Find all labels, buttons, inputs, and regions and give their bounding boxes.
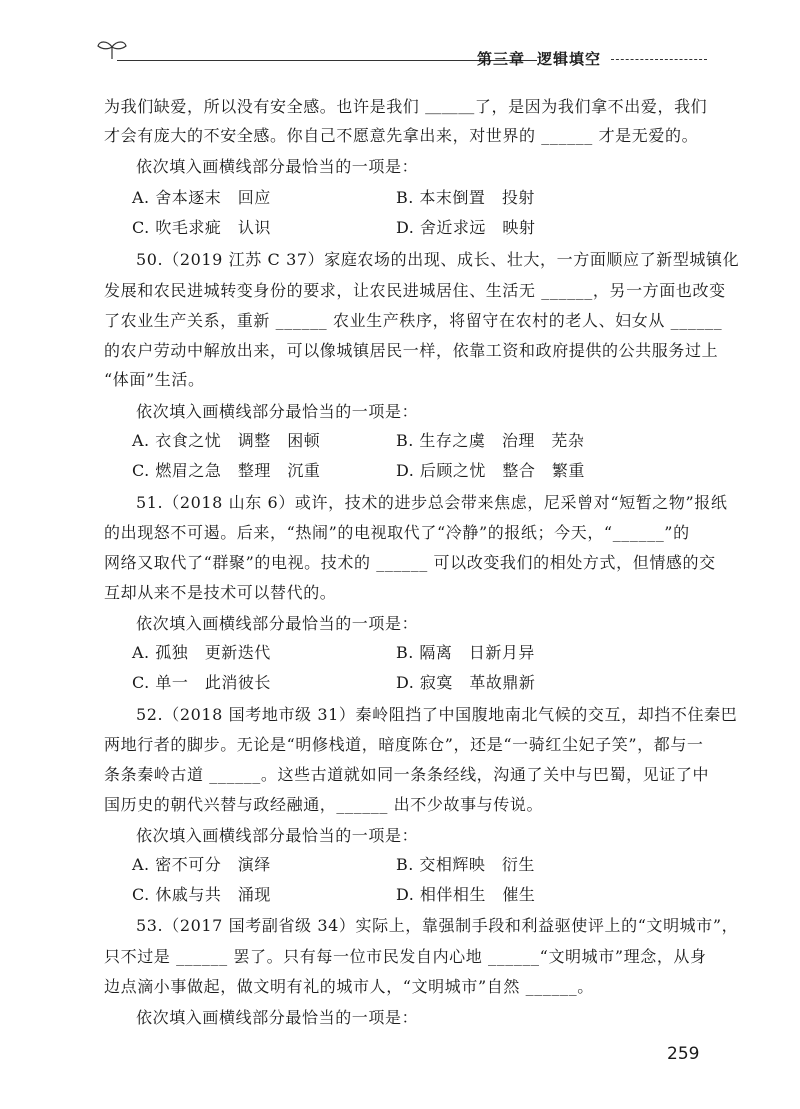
option-a: A. 密不可分 演绎 <box>132 855 271 874</box>
option-b: B. 本末倒置 投射 <box>396 188 535 207</box>
option-d: D. 舍近求远 映射 <box>396 218 536 237</box>
question-50-text: 50.（2019 江苏 C 37）家庭农场的出现、成长、壮大，一方面顺应了新型城镇化 <box>136 250 740 269</box>
option-a: A. 舍本逐末 回应 <box>132 188 271 207</box>
text-line: 才会有庞大的不安全感。你自己不愿意先拿出来，对世界的 ______ 才是无爱的。 <box>104 126 699 145</box>
text-line: 了农业生产关系，重新 ______ 农业生产秩序，将留守在农村的老人、妇女从 ______ <box>104 311 723 330</box>
question-prompt: 依次填入画横线部分最恰当的一项是： <box>136 826 419 845</box>
option-c: C. 单一 此消彼长 <box>132 673 271 692</box>
question-51-text: 51.（2018 山东 6）或许，技术的进步总会带来焦虑，尼采曾对“短暂之物”报纸 <box>136 493 728 512</box>
option-d: D. 后顾之忧 整合 繁重 <box>396 461 585 480</box>
text-line: 互却从来不是技术可以替代的。 <box>104 583 337 602</box>
text-line: 网络又取代了“群聚”的电视。技术的 ______ 可以改变我们的相处方式，但情感的交 <box>104 553 716 572</box>
option-c: C. 燃眉之急 整理 沉重 <box>132 461 321 480</box>
option-c: C. 吹毛求疵 认识 <box>132 218 271 237</box>
header-title <box>465 48 707 69</box>
text-line: 条条秦岭古道 ______。这些古道就如同一条条经线，沟通了关中与巴蜀，见证了中 <box>104 765 710 784</box>
option-b: B. 隔离 日新月异 <box>396 643 535 662</box>
chapter-label: 第三章 <box>476 50 525 68</box>
option-a: A. 衣食之忧 调整 困顿 <box>132 431 321 450</box>
question-prompt: 依次填入画横线部分最恰当的一项是： <box>136 1008 419 1027</box>
sprout-icon <box>95 38 129 60</box>
question-prompt: 依次填入画横线部分最恰当的一项是： <box>136 614 419 633</box>
text-line: 的农户劳动中解放出来，可以像城镇居民一样，依靠工资和政府提供的公共服务过上 <box>104 341 719 360</box>
text-line: 国历史的朝代兴替与政经融通，______ 出不少故事与传说。 <box>104 795 544 814</box>
option-b: B. 生存之虞 治理 芜杂 <box>396 431 585 450</box>
option-b: B. 交相辉映 衍生 <box>396 855 535 874</box>
option-a: A. 孤独 更新迭代 <box>132 643 271 662</box>
option-d: D. 寂寞 革故鼎新 <box>396 673 536 692</box>
text-line: 两地行者的脚步。无论是“明修栈道，暗度陈仓”，还是“一骑红尘妃子笑”，都与一 <box>104 735 704 754</box>
question-prompt: 依次填入画横线部分最恰当的一项是： <box>136 157 419 176</box>
text-line: 只不过是 ______ 罢了。只有每一位市民发自内心地 ______“文明城市”理念，从身 <box>104 947 707 966</box>
text-line: “体面”生活。 <box>104 370 205 389</box>
text-line: 的出现怒不可遏。后来，“热闹”的电视取代了“冷静”的报纸；今天，“______”的 <box>104 523 690 542</box>
text-line: 边点滴小事做起，做文明有礼的城市人，“文明城市”自然 ______。 <box>104 977 594 996</box>
question-53-text: 53.（2017 国考副省级 34）实际上，靠强制手段和利益驱使评上的“文明城市”， <box>136 916 739 935</box>
text-line: 发展和农民进城转变身份的要求，让农民进城居住、生活无 ______，另一方面也改变 <box>104 281 726 300</box>
page-number: 259 <box>667 1044 700 1064</box>
section-title: 逻辑填空 <box>536 50 601 68</box>
text-line: 为我们缺爱，所以没有安全感。也许是我们 ＿＿＿了，是因为我们拿不出爱，我们 <box>104 97 708 116</box>
option-c: C. 休戚与共 涌现 <box>132 885 271 904</box>
question-prompt: 依次填入画横线部分最恰当的一项是： <box>136 402 419 421</box>
option-d: D. 相伴相生 催生 <box>396 885 536 904</box>
header-dash-rule <box>611 59 707 60</box>
page-header <box>95 38 707 72</box>
question-52-text: 52.（2018 国考地市级 31）秦岭阻挡了中国腹地南北气候的交互，却挡不住秦巴 <box>136 705 738 724</box>
